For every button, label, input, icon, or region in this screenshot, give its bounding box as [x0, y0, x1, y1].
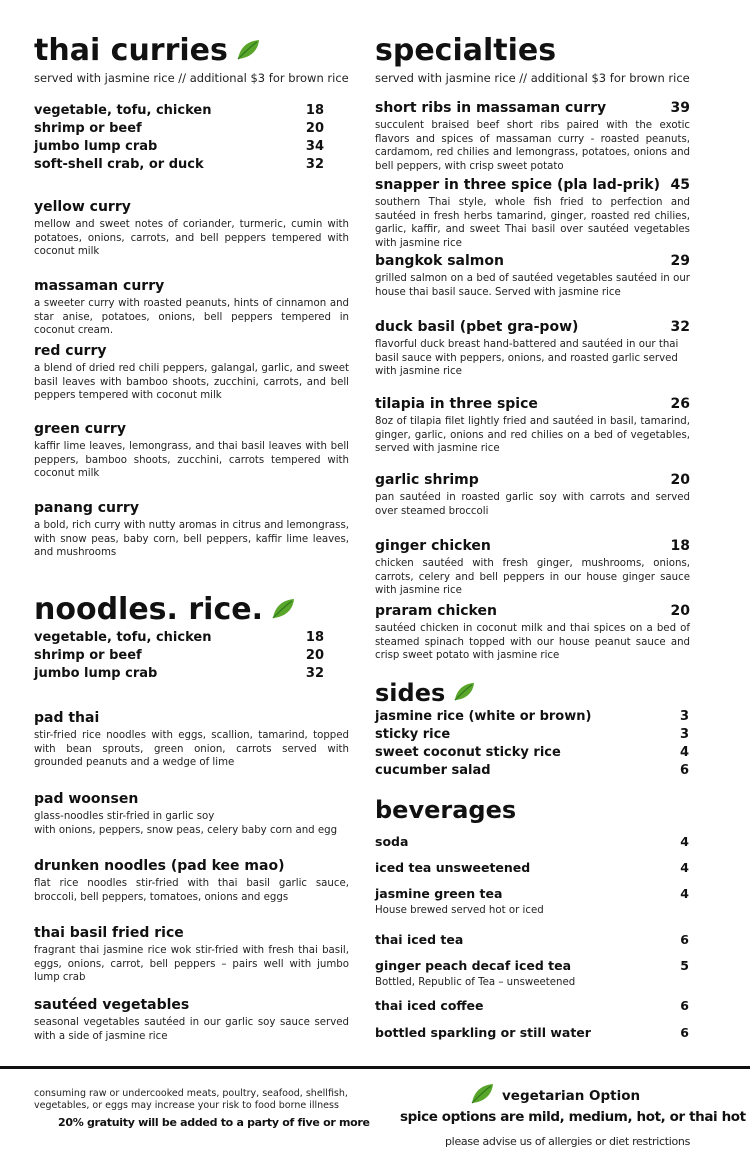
beverage-description: Bottled, Republic of Tea – unsweetened: [375, 977, 576, 988]
protein-price: 32: [305, 666, 324, 681]
thai-curries-title: thai curries: [34, 33, 228, 68]
menu-item-sauteed-vegetables: [34, 996, 349, 1043]
protein-label: soft-shell crab, or duck: [34, 157, 204, 172]
leaf-icon: [271, 594, 295, 628]
beverage-price: 4: [680, 834, 689, 849]
item-description: glass-noodles stir-fried in garlic soy with onions, peppers, snow peas, celery baby corn and egg: [34, 811, 338, 836]
thai-curries-heading: [34, 34, 260, 69]
item-price: 29: [670, 253, 690, 269]
side-label: jasmine rice (white or brown): [375, 709, 592, 724]
beverage-name: bottled sparkling or still water: [375, 1025, 591, 1040]
menu-item-garlic-shrimp: [375, 471, 690, 518]
beverage-price: 6: [680, 1025, 689, 1040]
item-description: kaffir lime leaves, lemongrass, and thai basil leaves with bell peppers, bamboo shoots, zucchini, carrots tempered with coconut milk: [34, 441, 349, 480]
allergy-notice: please advise us of allergies or diet restrictions: [445, 1135, 690, 1148]
side-price: 3: [679, 727, 689, 742]
item-name: drunken noodles (pad kee mao): [34, 858, 285, 874]
item-name: praram chicken: [375, 603, 497, 619]
item-name: short ribs in massaman curry: [375, 100, 607, 116]
protein-price: 32: [305, 157, 324, 172]
side-row: [375, 762, 689, 780]
protein-row: [34, 665, 324, 683]
item-name: green curry: [34, 421, 126, 437]
item-description: 8oz of tilapia filet lightly fried and sautéed in basil, tamarind, ginger, garlic, onions and red chilies on a bed of vegetables, served with jasmine rice: [375, 416, 690, 455]
item-name: tilapia in three spice: [375, 396, 538, 412]
menu-item-ginger-chicken: [375, 537, 690, 598]
protein-label: shrimp or beef: [34, 648, 142, 663]
sides-list: [375, 708, 689, 780]
item-description: a sweeter curry with roasted peanuts, hints of cinnamon and star anise, potatoes, onions, bell peppers tempered in coconut cream.: [34, 298, 349, 337]
menu-item-bangkok-salmon: [375, 252, 690, 299]
gratuity-notice: 20% gratuity will be added to a party of five or more: [58, 1116, 370, 1129]
item-name: massaman curry: [34, 278, 165, 294]
item-price: 39: [670, 100, 690, 116]
vegetarian-label: vegetarian Option: [502, 1088, 641, 1104]
item-price: 32: [670, 319, 690, 335]
protein-row: [34, 156, 324, 174]
item-name: pad thai: [34, 710, 100, 726]
item-description: chicken sautéed with fresh ginger, mushrooms, onions, carrots, celery and bell peppers in our house ginger sauce with jasmine rice: [375, 558, 690, 597]
protein-price: 18: [305, 630, 324, 645]
side-price: 3: [679, 709, 689, 724]
item-description: fragrant thai jasmine rice wok stir-fried with fresh thai basil, eggs, onions, carrot, bell peppers – pairs well with jumbo lump crab: [34, 945, 349, 984]
side-row: [375, 726, 689, 744]
menu-item-duck-basil: [375, 318, 690, 379]
item-name: ginger chicken: [375, 538, 491, 554]
beverages-heading: beverages: [375, 796, 517, 824]
menu-item-massaman-curry: [34, 277, 349, 338]
beverage-price: 4: [680, 886, 689, 901]
thai-curries-subtitle: served with jasmine rice // additional $3 for brown rice: [34, 71, 349, 85]
item-name: garlic shrimp: [375, 472, 479, 488]
item-description: a bold, rich curry with nutty aromas in citrus and lemongrass, with snow peas, baby corn, bell peppers, kaffir lime leaves, and mushrooms: [34, 520, 349, 559]
item-description: grilled salmon on a bed of sautéed vegetables sautéed in our house thai basil sauce. Served with jasmine rice: [375, 273, 690, 298]
item-name: sautéed vegetables: [34, 997, 190, 1013]
item-name: bangkok salmon: [375, 253, 504, 269]
menu-item-snapper: [375, 176, 690, 250]
item-price: 20: [670, 472, 690, 488]
beverage-item: [375, 997, 689, 1015]
protein-price: 20: [305, 648, 324, 663]
food-safety-disclaimer: consuming raw or undercooked meats, poultry, seafood, shellfish, vegetables, or eggs may increase your risk to food borne illness: [34, 1088, 348, 1111]
sides-heading: [375, 678, 475, 709]
item-description: mellow and sweet notes of coriander, turmeric, cumin with potatoes, onions, carrots, and bell peppers tempered with coconut milk: [34, 219, 349, 258]
protein-row: [34, 138, 324, 156]
beverage-item: [375, 1024, 689, 1042]
side-price: 6: [679, 763, 689, 778]
protein-row: [34, 102, 324, 120]
side-label: sweet coconut sticky rice: [375, 745, 561, 760]
menu-item-tilapia: [375, 395, 690, 456]
item-description: seasonal vegetables sautéed in our garlic soy sauce served with a side of jasmine rice: [34, 1017, 349, 1042]
beverage-name: soda: [375, 834, 409, 849]
item-price: 26: [670, 396, 690, 412]
item-description: sautéed chicken in coconut milk and thai spices on a bed of steamed spinach topped with our house peanut sauce and crisp sweet potato with jasmine rice: [375, 623, 690, 662]
protein-label: vegetable, tofu, chicken: [34, 630, 212, 645]
item-name: snapper in three spice (pla lad-prik): [375, 177, 661, 193]
noodles-rice-heading: [34, 593, 295, 628]
menu-item-thai-basil-fried-rice: [34, 924, 349, 985]
protein-price: 34: [305, 139, 324, 154]
menu-item-yellow-curry: [34, 198, 349, 259]
item-name: duck basil (pbet gra-pow): [375, 319, 579, 335]
beverage-price: 6: [680, 998, 689, 1013]
menu-item-drunken-noodles: [34, 857, 349, 904]
protein-label: vegetable, tofu, chicken: [34, 103, 212, 118]
protein-label: jumbo lump crab: [34, 139, 158, 154]
protein-row: [34, 647, 324, 665]
beverage-description: House brewed served hot or iced: [375, 905, 544, 916]
menu-item-red-curry: [34, 342, 349, 403]
beverage-price: 6: [680, 932, 689, 947]
leaf-icon: [236, 35, 260, 69]
protein-label: jumbo lump crab: [34, 666, 158, 681]
beverage-name: thai iced coffee: [375, 998, 484, 1013]
beverage-price: 4: [680, 860, 689, 875]
beverage-name: iced tea unsweetened: [375, 860, 531, 875]
item-price: 20: [670, 603, 690, 619]
beverage-name: ginger peach decaf iced tea: [375, 958, 572, 973]
item-description: a blend of dried red chili peppers, galangal, garlic, and sweet basil leaves with bamboo shoots, zucchini, carrots, and bell peppers tempered with coconut milk: [34, 363, 349, 402]
leaf-icon: [470, 1083, 494, 1109]
spice-options: spice options are mild, medium, hot, or thai hot: [400, 1109, 746, 1125]
protein-row: [34, 120, 324, 138]
beverage-item: [375, 885, 689, 918]
beverage-price: 5: [680, 958, 689, 973]
side-row: [375, 744, 689, 762]
item-name: red curry: [34, 343, 107, 359]
noodles-protein-list: [34, 629, 324, 683]
sides-title: sides: [375, 679, 446, 707]
side-price: 4: [679, 745, 689, 760]
item-name: yellow curry: [34, 199, 131, 215]
protein-label: shrimp or beef: [34, 121, 142, 136]
menu-item-panang-curry: [34, 499, 349, 560]
thai-curries-protein-list: [34, 102, 324, 174]
side-row: [375, 708, 689, 726]
item-name: panang curry: [34, 500, 139, 516]
item-description: succulent braised beef short ribs paired with the exotic flavors and spices of massaman curry - roasted peanuts, cardamom, red chilies and lemongrass, potatoes, onions and bell peppers, with crisp sweet potato: [375, 120, 690, 172]
beverage-item: [375, 931, 689, 949]
beverage-name: jasmine green tea: [375, 886, 503, 901]
menu-item-praram-chicken: [375, 602, 690, 663]
menu-item-green-curry: [34, 420, 349, 481]
vegetarian-legend: [470, 1083, 640, 1109]
protein-price: 18: [305, 103, 324, 118]
item-description: pan sautéed in roasted garlic soy with carrots and served over steamed broccoli: [375, 492, 690, 517]
noodles-rice-title: noodles. rice.: [34, 592, 263, 627]
beverage-item: [375, 859, 689, 877]
side-label: sticky rice: [375, 727, 451, 742]
menu-item-pad-thai: [34, 709, 349, 770]
item-price: 18: [670, 538, 690, 554]
item-description: flat rice noodles stir-fried with thai basil garlic sauce, broccoli, bell peppers, tomatoes, onions and eggs: [34, 878, 349, 903]
item-description: stir-fried rice noodles with eggs, scallion, tamarind, topped with bean sprouts, green onion, carrots served with grounded peanuts and a wedge of lime: [34, 730, 349, 769]
specialties-heading: specialties: [375, 33, 557, 68]
beverage-name: thai iced tea: [375, 932, 464, 947]
item-name: pad woonsen: [34, 791, 139, 807]
menu-item-short-ribs: [375, 99, 690, 173]
side-label: cucumber salad: [375, 763, 491, 778]
protein-row: [34, 629, 324, 647]
protein-price: 20: [305, 121, 324, 136]
beverage-item: [375, 957, 689, 990]
leaf-icon: [453, 679, 475, 709]
specialties-subtitle: served with jasmine rice // additional $3 for brown rice: [375, 71, 690, 85]
beverage-item: [375, 833, 689, 851]
item-description: southern Thai style, whole fish fried to perfection and sautéed in fresh herbs tamarind, ginger, roasted red chilies, garlic, kaffir, and sweet Thai basil over sautéed vegetables with jasmine rice: [375, 197, 690, 249]
item-description: flavorful duck breast hand-battered and sautéed in our thai basil sauce with peppers, onions, and roasted garlic served with jasmine rice: [375, 339, 679, 378]
menu-item-pad-woonsen: [34, 790, 349, 837]
item-name: thai basil fried rice: [34, 925, 184, 941]
item-price: 45: [670, 177, 690, 193]
footer-divider: [0, 1066, 750, 1069]
